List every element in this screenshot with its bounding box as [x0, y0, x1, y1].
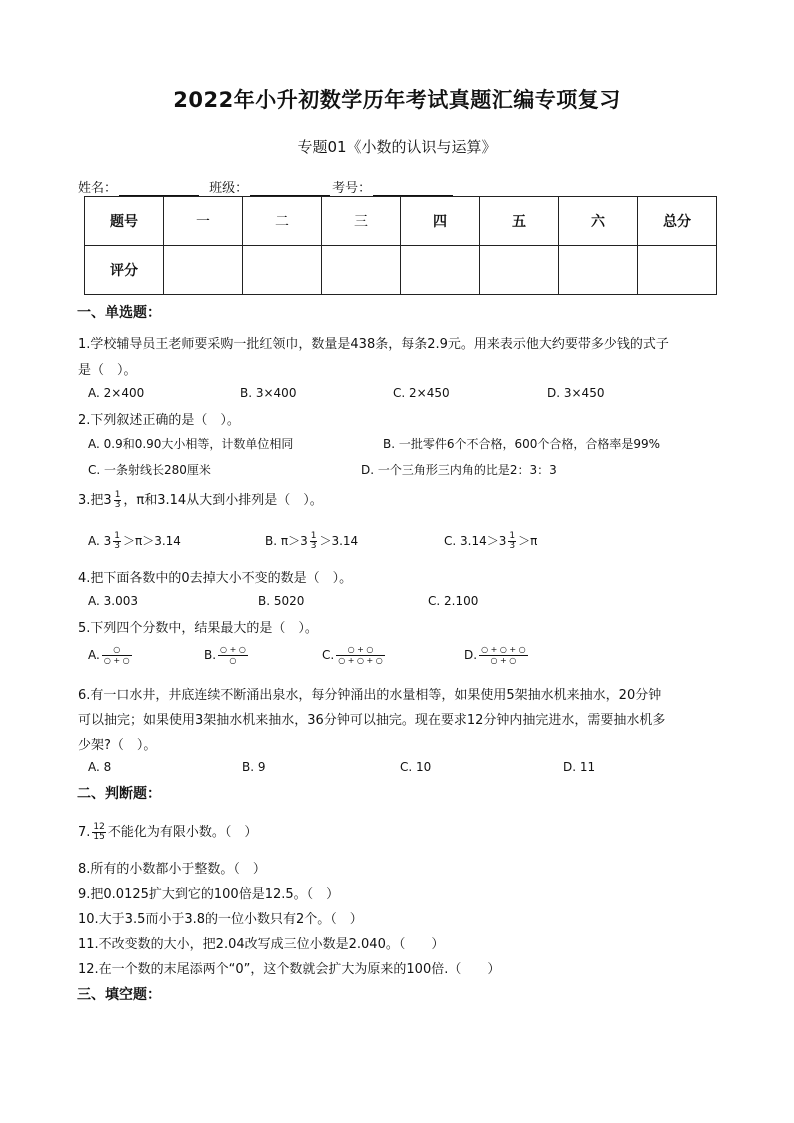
q6-option-b[interactable]: B. 9 [242, 760, 266, 774]
score-cell[interactable] [480, 246, 559, 295]
q3-a-pre: A. 3 [88, 534, 112, 548]
exam-label: 考号： [332, 181, 372, 196]
q4-option-a[interactable]: A. 3.003 [88, 594, 138, 608]
question-6-line-3: 少架?（ ）。 [78, 738, 157, 753]
score-cell[interactable] [322, 246, 401, 295]
q3-fraction [114, 491, 122, 510]
q3-option-b[interactable] [265, 532, 358, 551]
q5-d-fraction [479, 646, 528, 665]
class-blank[interactable] [250, 183, 330, 196]
header-cell: 题号 [85, 197, 164, 246]
score-row-label: 评分 [85, 246, 164, 295]
q7-pre: 7. [78, 825, 91, 840]
q5-c-num: ○ + ○ [347, 645, 374, 654]
q7-post: 不能化为有限小数。（ ） [107, 825, 258, 840]
q5-option-b[interactable] [204, 646, 248, 665]
q3-c-fraction [508, 532, 516, 551]
q5-d-label: D. [464, 648, 478, 662]
q5-a-den: ○ + ○ [103, 656, 130, 665]
score-table-header-row [85, 197, 717, 246]
q3-c-pre: C. 3.14＞3 [444, 534, 507, 548]
q3-stem-post: ，π和3.14从大到小排列是（ ）。 [123, 493, 323, 508]
header-cell: 总分 [638, 197, 717, 246]
score-cell[interactable] [401, 246, 480, 295]
score-table-score-row [85, 246, 717, 295]
q3-c-den: 3 [509, 541, 516, 551]
question-2-stem: 2.下列叙述正确的是（ ）。 [78, 413, 240, 428]
question-11: 11.不改变数的大小，把2.04改写成三位小数是2.040。（ ） [78, 937, 445, 952]
q3-a-num: 1 [114, 531, 120, 541]
q5-a-label: A. [88, 648, 100, 662]
header-cell: 六 [559, 197, 638, 246]
name-blank[interactable] [119, 183, 199, 196]
question-3-stem [78, 489, 323, 510]
page-title: 2022年小升初数学历年考试真题汇编专项复习 [173, 88, 621, 112]
q5-d-den: ○ + ○ [479, 655, 528, 665]
q5-b-num: ○ + ○ [220, 645, 246, 654]
q5-b-fraction [218, 646, 248, 665]
question-6-line-2: 可以抽完；如果使用3架抽水机来抽水，36分钟可以抽完。现在要求12分钟内抽完进水，需要抽水机多 [78, 713, 666, 728]
score-cell[interactable] [243, 246, 322, 295]
q3-b-den: 3 [310, 541, 317, 551]
q3-b-pre: B. π＞3 [265, 534, 308, 548]
q3-c-post: ＞π [518, 534, 538, 548]
q6-option-a[interactable]: A. 8 [88, 760, 112, 774]
q2-option-d[interactable]: D. 一个三角形三内角的比是2：3：3 [361, 463, 557, 477]
q6-option-c[interactable]: C. 10 [400, 760, 432, 774]
question-9: 9.把0.0125扩大到它的100倍是12.5。（ ） [78, 887, 340, 902]
q2-option-b[interactable]: B. 一批零件6个不合格，600个合格，合格率是99% [383, 437, 661, 451]
q3-frac-den: 3 [114, 500, 121, 510]
header-cell: 五 [480, 197, 559, 246]
score-cell[interactable] [164, 246, 243, 295]
q7-num: 12 [93, 822, 105, 832]
section-heading-single-choice: 一、单选题： [77, 305, 161, 321]
q5-b-den: ○ [218, 655, 248, 665]
question-1-line-2: 是（ ）。 [78, 363, 137, 378]
question-4-stem: 4.把下面各数中的0去掉大小不变的数是（ ）。 [78, 571, 353, 586]
class-label: 班级： [209, 181, 249, 196]
question-12: 12.在一个数的末尾添两个“0”，这个数就会扩大为原来的100倍.（ ） [78, 962, 501, 977]
q7-den: 15 [93, 832, 105, 842]
q6-option-d[interactable]: D. 11 [563, 760, 596, 774]
score-cell[interactable] [638, 246, 717, 295]
q7-fraction [92, 823, 105, 842]
q5-b-label: B. [204, 648, 217, 662]
header-cell: 四 [401, 197, 480, 246]
q4-option-b[interactable]: B. 5020 [258, 594, 305, 608]
question-5-stem: 5.下列四个分数中，结果最大的是（ ）。 [78, 621, 318, 636]
q5-c-fraction [336, 646, 385, 665]
section-heading-fill-blank: 三、填空题： [77, 987, 161, 1003]
q3-b-fraction [310, 532, 318, 551]
q5-c-label: C. [322, 648, 335, 662]
header-cell: 三 [322, 197, 401, 246]
question-7 [78, 821, 257, 842]
q3-b-num: 1 [310, 531, 317, 541]
question-1-line-1: 1.学校辅导员王老师要采购一批红领巾，数量是438条，每条2.9元。用来表示他大约要带多少钱的式子 [78, 337, 669, 352]
header-cell: 二 [243, 197, 322, 246]
section-heading-true-false: 二、判断题： [77, 786, 161, 802]
q5-d-num: ○ + ○ + ○ [481, 645, 526, 654]
page-subtitle: 专题01《小数的认识与运算》 [297, 138, 497, 156]
question-6-line-1: 6.有一口水井，井底连续不断涌出泉水，每分钟涌出的水量相等，如果使用5架抽水机来抽水，20分钟 [78, 688, 662, 703]
q5-option-d[interactable] [464, 646, 528, 665]
q3-a-den: 3 [114, 541, 120, 551]
q5-a-num: ○ [113, 645, 121, 654]
q3-option-a[interactable] [88, 532, 181, 551]
q3-c-num: 1 [509, 531, 516, 541]
student-info-line [78, 177, 455, 196]
score-table [84, 196, 717, 295]
q5-c-den: ○ + ○ + ○ [338, 656, 383, 665]
q3-b-post: ＞3.14 [319, 534, 359, 548]
header-cell: 一 [164, 197, 243, 246]
score-cell[interactable] [559, 246, 638, 295]
q5-option-a[interactable] [88, 646, 132, 665]
q5-a-fraction [102, 646, 132, 665]
question-8: 8.所有的小数都小于整数。（ ） [78, 862, 266, 877]
name-label: 姓名： [78, 181, 118, 196]
q3-a-fraction [113, 532, 121, 551]
question-10: 10.大于3.5而小于3.8的一位小数只有2个。（ ） [78, 912, 363, 927]
q2-option-c[interactable]: C. 一条射线长280厘米 [88, 463, 211, 477]
q3-a-post: ＞π＞3.14 [123, 534, 181, 548]
q3-frac-num: 1 [114, 490, 121, 500]
q3-stem-pre: 3.把3 [78, 493, 112, 508]
q2-option-a[interactable]: A. 0.9和0.90大小相等，计数单位相同 [88, 437, 294, 451]
q4-option-c[interactable]: C. 2.100 [428, 594, 479, 608]
q1-option-a[interactable]: A. 2×400 [88, 386, 145, 400]
q1-option-c[interactable]: C. 2×450 [393, 386, 450, 400]
exam-blank[interactable] [373, 183, 453, 196]
q5-option-c[interactable] [322, 646, 385, 665]
q1-option-d[interactable]: D. 3×450 [547, 386, 605, 400]
q3-option-c[interactable] [444, 532, 537, 551]
q1-option-b[interactable]: B. 3×400 [240, 386, 297, 400]
